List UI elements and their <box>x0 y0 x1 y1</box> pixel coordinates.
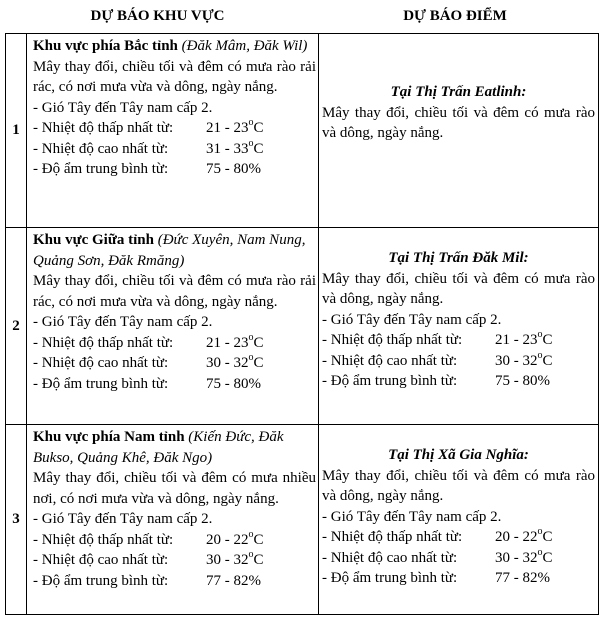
stat-value: 20 - 22$^o$C <box>495 526 553 545</box>
point-title: Tại Thị Trấn Eatlinh: <box>390 84 527 100</box>
stat-value: 31 - 33$^o$C <box>206 137 264 157</box>
stat-row <box>33 530 316 551</box>
region-title: Khu vực phía Bắc tỉnh <box>33 38 178 54</box>
region-stats <box>33 333 316 395</box>
stat-value: 30 - 32$^o$C <box>495 546 553 566</box>
stat-row <box>33 571 316 592</box>
region-description: Mây thay đổi, chiều tối và đêm có mưa rào rải rác, có nơi mưa vừa và dông, ngày nắng. <box>33 58 316 95</box>
region-stats <box>33 118 316 180</box>
region-heading <box>33 36 316 57</box>
region-areas: (Đức Xuyên, Nam Nung, Quảng Sơn, Đăk Rmăng) <box>33 232 306 269</box>
stat-label: - Nhiệt độ thấp nhất từ: <box>322 332 463 348</box>
stat-value: 21 - 23$^o$C <box>206 117 264 136</box>
point-title: Tại Thị Xã Gia Nghĩa: <box>388 447 529 463</box>
stat-value: 75 - 80% <box>206 161 261 177</box>
stat-label: - Nhiệt độ cao nhất từ: <box>33 355 169 371</box>
stat-row <box>33 118 316 139</box>
stat-label: - Nhiệt độ thấp nhất từ: <box>33 120 174 136</box>
region-description: Mây thay đổi, chiều tối và đêm có mưa nhiều nơi, có nơi mưa vừa và dông, ngày nắng. <box>33 470 316 507</box>
table-row <box>6 425 599 615</box>
row-number: 1 <box>6 34 27 228</box>
point-title: Tại Thị Trấn Đăk Mil: <box>388 250 529 266</box>
point-description: Mây thay đổi, chiều tối và đêm có mưa rào và dông, ngày nắng. <box>322 270 595 307</box>
table-row <box>6 34 599 228</box>
point-description: Mây thay đổi, chiều tối và đêm có mưa rào và dông, ngày nắng. <box>322 104 595 141</box>
region-stats <box>33 530 316 592</box>
stat-value: 30 - 32$^o$C <box>495 349 553 369</box>
regional-cell <box>27 228 319 425</box>
stat-row <box>322 351 595 372</box>
point-description: Mây thay đổi, chiều tối và đêm có mưa rào và dông, ngày nắng. <box>322 467 595 504</box>
forecast-table <box>5 33 599 615</box>
region-title: Khu vực Giữa tỉnh <box>33 232 154 248</box>
region-title: Khu vực phía Nam tỉnh <box>33 429 185 445</box>
stat-label: - Nhiệt độ thấp nhất từ: <box>33 334 174 351</box>
region-wind: - Gió Tây đến Tây nam cấp 2. <box>33 99 213 116</box>
stat-row <box>33 550 316 571</box>
stat-label: - Độ ẩm trung bình từ: <box>33 375 169 392</box>
stat-row <box>322 527 595 548</box>
stat-label: - Nhiệt độ cao nhất từ: <box>322 352 458 369</box>
point-wind: - Gió Tây đến Tây nam cấp 2. <box>322 508 502 525</box>
point-cell <box>319 34 599 228</box>
stat-row <box>322 548 595 569</box>
stat-value: 30 - 32$^o$C <box>206 352 264 371</box>
point-stats <box>322 330 595 392</box>
region-description: Mây thay đổi, chiều tối và đêm có mưa rào rải rác, có nơi mưa vừa và dông, ngày nắng. <box>33 273 316 310</box>
row-number: 3 <box>6 425 27 615</box>
stat-label: - Nhiệt độ cao nhất từ: <box>322 549 458 566</box>
stat-value: 21 - 23$^o$C <box>206 331 264 351</box>
stat-label: - Nhiệt độ thấp nhất từ: <box>322 529 463 545</box>
stat-label: - Nhiệt độ cao nhất từ: <box>33 140 169 157</box>
table-row <box>6 228 599 425</box>
region-wind: - Gió Tây đến Tây nam cấp 2. <box>33 314 213 330</box>
region-heading <box>33 230 316 271</box>
region-wind: - Gió Tây đến Tây nam cấp 2. <box>33 511 213 527</box>
stat-value: 77 - 82% <box>495 570 550 586</box>
stat-label: - Nhiệt độ cao nhất từ: <box>33 552 169 568</box>
stat-row <box>322 371 595 392</box>
stat-label: - Độ ẩm trung bình từ: <box>322 570 458 586</box>
stat-row <box>33 353 316 374</box>
header-regional-forecast: DỰ BÁO KHU VỰC <box>90 8 225 24</box>
region-areas: (Đăk Mâm, Đăk Wil) <box>181 38 308 54</box>
stat-row <box>322 330 595 351</box>
region-areas: (Kiến Đức, Đăk Bukso, Quảng Khê, Đăk Ngo) <box>33 429 284 466</box>
point-cell <box>319 425 599 615</box>
stat-row <box>33 159 316 180</box>
stat-value: 77 - 82% <box>206 572 261 589</box>
stat-row <box>33 139 316 160</box>
header-point-forecast: DỰ BÁO ĐIỂM <box>403 8 507 24</box>
row-number: 2 <box>6 228 27 425</box>
stat-label: - Độ ẩm trung bình từ: <box>33 572 169 589</box>
stat-row <box>33 374 316 395</box>
stat-value: 30 - 32$^o$C <box>206 549 264 568</box>
stat-label: - Độ ẩm trung bình từ: <box>322 373 458 389</box>
region-heading <box>33 427 316 468</box>
regional-cell <box>27 425 319 615</box>
stat-value: 75 - 80% <box>206 375 261 392</box>
stat-row <box>33 333 316 354</box>
point-stats <box>322 527 595 589</box>
stat-value: 20 - 22$^o$C <box>206 528 264 548</box>
stat-label: - Nhiệt độ thấp nhất từ: <box>33 531 174 548</box>
point-cell <box>319 228 599 425</box>
stat-label: - Độ ẩm trung bình từ: <box>33 161 169 177</box>
regional-cell <box>27 34 319 228</box>
point-wind: - Gió Tây đến Tây nam cấp 2. <box>322 311 502 328</box>
stat-value: 75 - 80% <box>495 373 550 389</box>
stat-value: 21 - 23$^o$C <box>495 329 553 348</box>
stat-row <box>322 568 595 589</box>
